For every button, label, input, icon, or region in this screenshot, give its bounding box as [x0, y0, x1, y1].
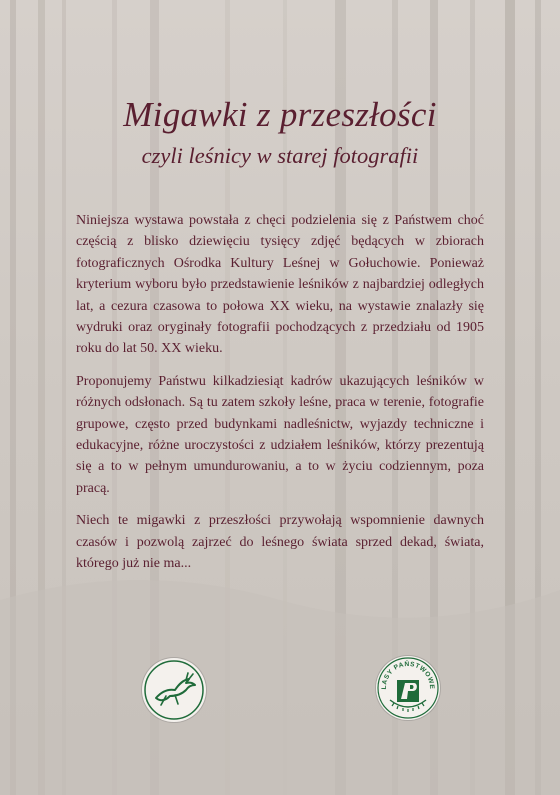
body-text	[76, 210, 484, 586]
paragraph: Niniejsza wystawa powstała z chęci podzielenia się z Państwem choć częścią z blisko dziewięciu tysięcy zdjęć będących w zbiorach fotograficznych Ośrodka Kultury Leśnej w Gołuchowie. Ponieważ kryterium wyboru było przedstawienie leśników z najbardziej odległych lat, a cezura czasowa to połowa XX wieku, na wystawie znalazły się wydruki oraz oryginały fotografii pochodzących z przedziału od 1905 roku do lat 50. XX wieku.	[76, 213, 484, 357]
logo-text: LASY PAŃSTWOWE	[380, 660, 436, 690]
lasy-panstwowe-emblem-icon	[376, 656, 440, 720]
leaping-deer-icon	[142, 658, 206, 722]
page-title: Migawki z przeszłości	[123, 95, 437, 134]
page-subtitle: czyli leśnicy w starej fotografii	[141, 143, 419, 168]
lasy-panstwowe-logo	[376, 656, 440, 720]
okl-logo	[142, 658, 206, 722]
paragraph: Proponujemy Państwu kilkadziesiąt kadrów ukazujących leśników w różnych odsłonach. Są tu zatem szkoły leśne, praca w terenie, fotografie grupowe, często przed budynkami nadleśnictw, wyjazdy techniczne i edukacyjne, różne uroczystości z udziałem leśników, którzy prezentują się a to w pełnym umundurowaniu, a to w życiu codziennym, poza pracą.	[76, 373, 484, 496]
paragraph: Niech te migawki z przeszłości przywołają wspomnienie dawnych czasów i pozwolą zajrzeć do leśnego świata sprzed dekad, świata, którego już nie ma...	[76, 513, 484, 572]
